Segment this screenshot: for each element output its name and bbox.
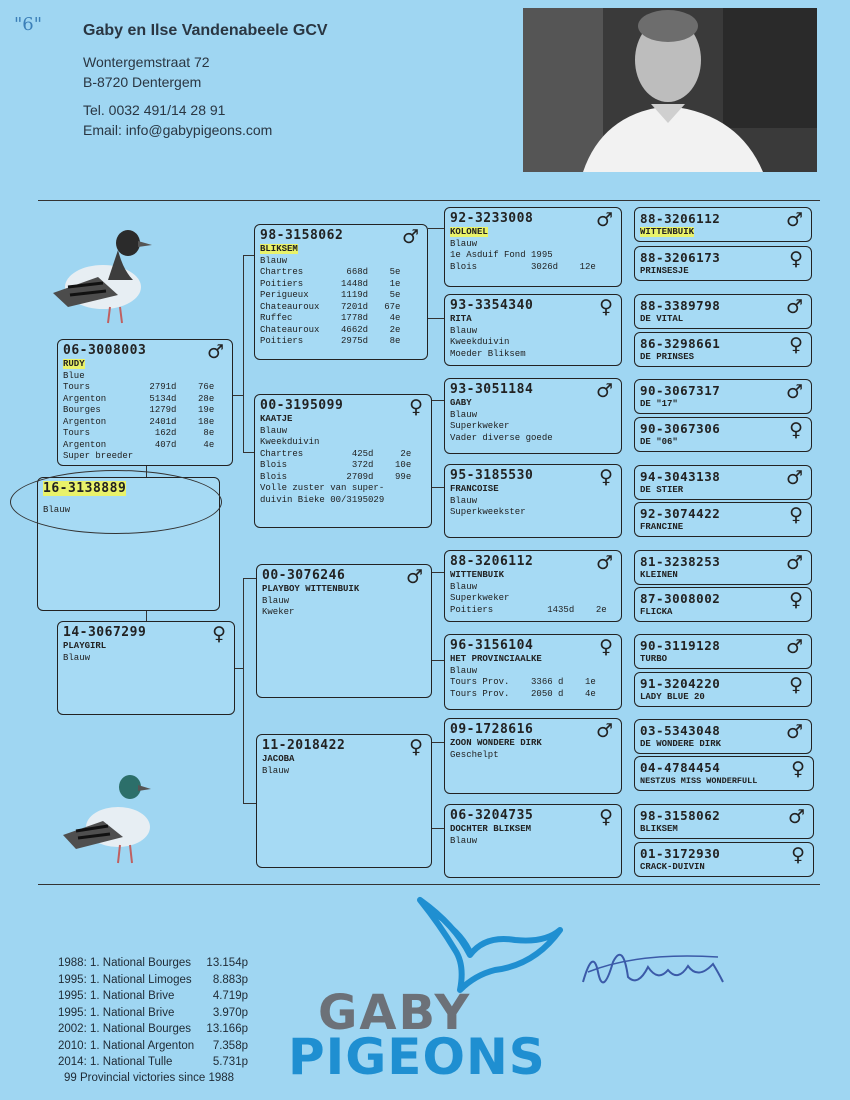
connector bbox=[432, 742, 444, 743]
ring-number: 95-3185530 bbox=[450, 468, 534, 483]
sire-line: Bourges 1279d 19e bbox=[63, 405, 215, 415]
achievement-value: 4.719p bbox=[212, 990, 248, 1002]
female-icon: ♀ bbox=[599, 296, 613, 318]
pigeon-illustration-top bbox=[48, 215, 158, 335]
ancestor-box bbox=[634, 672, 812, 707]
pigeon-name: DE WONDERE DIRK bbox=[640, 739, 722, 749]
detail-line: Blauw bbox=[260, 425, 288, 436]
dam-ring: 14-3067299 bbox=[63, 625, 147, 640]
ancestor-box bbox=[634, 550, 812, 585]
male-icon: ♂ bbox=[785, 296, 803, 318]
male-icon: ♂ bbox=[595, 209, 613, 231]
pigeon-name: KLEINEN bbox=[640, 570, 678, 580]
logo-pigeons-text: PIGEONS bbox=[288, 1028, 546, 1086]
detail-line: Blauw bbox=[450, 495, 478, 506]
connector bbox=[432, 660, 444, 661]
pigeon-name: FLICKA bbox=[640, 607, 673, 617]
ring-number: 98-3158062 bbox=[640, 808, 721, 823]
sire-line: Tours 2791d 76e bbox=[63, 382, 215, 392]
female-icon: ♀ bbox=[789, 248, 803, 270]
great-grandparent-box bbox=[444, 550, 622, 622]
ring-number: 93-3354340 bbox=[450, 298, 534, 313]
sire-line: Argenton 407d 4e bbox=[63, 439, 215, 450]
achievement-label: 2002: 1. National Bourges bbox=[58, 1023, 191, 1035]
pigeon-name: HET PROVINCIAALKE bbox=[450, 654, 542, 664]
detail-line: Blauw bbox=[260, 255, 288, 266]
detail-line: Poitiers 1448d 1e bbox=[260, 278, 401, 289]
female-icon: ♀ bbox=[789, 419, 803, 441]
sire-line: Blue bbox=[63, 370, 85, 381]
connector bbox=[432, 572, 444, 573]
grandparent-box bbox=[256, 734, 432, 868]
great-grandparent-box bbox=[444, 718, 622, 794]
ring-number: 91-3204220 bbox=[640, 676, 721, 691]
detail-line: Blauw bbox=[450, 409, 478, 420]
pigeon-name: WITTENBUIK bbox=[640, 227, 695, 237]
subject-color: Blauw bbox=[43, 505, 71, 515]
detail-line: Poitiers 2975d 8e bbox=[260, 336, 401, 346]
ring-number: 00-3076246 bbox=[262, 568, 346, 583]
detail-line: Kweker bbox=[262, 607, 295, 617]
detail-line: Chartres 668d 5e bbox=[260, 267, 401, 277]
ring-number: 01-3172930 bbox=[640, 846, 721, 861]
detail-line: Blauw bbox=[450, 835, 478, 846]
male-icon: ♂ bbox=[595, 380, 613, 402]
male-icon: ♂ bbox=[785, 636, 803, 658]
grandparent-box bbox=[256, 564, 432, 698]
achievement-row bbox=[58, 974, 248, 991]
ancestor-box bbox=[634, 207, 812, 242]
ancestor-box bbox=[634, 587, 812, 622]
great-grandparent-box bbox=[444, 294, 622, 366]
achievement-label: 1995: 1. National Brive bbox=[58, 1006, 175, 1019]
connector bbox=[243, 255, 244, 452]
pigeon-name: DOCHTER BLIKSEM bbox=[450, 824, 532, 834]
detail-line: Geschelpt bbox=[450, 749, 499, 760]
sire-line: Super breeder bbox=[63, 451, 134, 461]
sire-line: Argenton 5134d 28e bbox=[63, 393, 215, 404]
detail-line: Blauw bbox=[450, 325, 478, 336]
achievement-row bbox=[58, 957, 248, 974]
detail-line: Superkweker bbox=[450, 421, 510, 431]
ancestor-box bbox=[634, 417, 812, 452]
ring-number: 92-3074422 bbox=[640, 506, 721, 521]
ring-number: 90-3067317 bbox=[640, 383, 721, 398]
female-icon: ♀ bbox=[212, 623, 226, 645]
top-rule bbox=[38, 200, 820, 201]
achievement-label: 2010: 1. National Argenton bbox=[58, 1039, 195, 1052]
achievement-row bbox=[58, 1040, 248, 1057]
sire-name: RUDY bbox=[63, 359, 85, 369]
detail-line: Kweekduivin bbox=[260, 437, 320, 447]
female-icon: ♀ bbox=[789, 334, 803, 356]
ring-number: 06-3204735 bbox=[450, 808, 534, 823]
female-icon: ♀ bbox=[789, 674, 803, 696]
achievement-value: 5.731p bbox=[212, 1056, 248, 1068]
handwritten-mark: "6" bbox=[14, 14, 43, 35]
great-grandparent-box bbox=[444, 804, 622, 878]
sire-line: Argenton 2401d 18e bbox=[63, 416, 215, 427]
pigeon-name: CRACK-DUIVIN bbox=[640, 862, 705, 872]
female-icon: ♀ bbox=[789, 589, 803, 611]
pigeon-name: PRINSESJE bbox=[640, 266, 689, 276]
achievement-label: 1988: 1. National Bourges bbox=[58, 957, 191, 969]
grandparent-box bbox=[254, 394, 432, 528]
ancestor-box bbox=[634, 719, 812, 754]
ancestor-box bbox=[634, 332, 812, 367]
achievement-label: 2014: 1. National Tulle bbox=[58, 1056, 173, 1068]
detail-line: Chateauroux 4662d 2e bbox=[260, 324, 401, 335]
ancestor-box bbox=[634, 465, 812, 500]
male-icon: ♂ bbox=[785, 209, 803, 231]
male-icon: ♂ bbox=[206, 341, 224, 363]
male-icon: ♂ bbox=[787, 806, 805, 828]
ring-number: 11-2018422 bbox=[262, 738, 346, 753]
ring-number: 90-3119128 bbox=[640, 638, 721, 653]
achievements-list bbox=[58, 957, 248, 1073]
dam-line: Blauw bbox=[63, 652, 91, 663]
detail-line: Blauw bbox=[450, 238, 478, 249]
connector bbox=[243, 578, 257, 579]
achievement-value: 13.166p bbox=[206, 1023, 248, 1035]
sire-line: Tours 162d 8e bbox=[63, 428, 215, 438]
ancestor-box bbox=[634, 379, 812, 414]
ancestor-box bbox=[634, 842, 814, 877]
connector bbox=[243, 578, 244, 803]
pigeon-name: RITA bbox=[450, 314, 472, 324]
great-grandparent-box bbox=[444, 464, 622, 538]
subject-ring: 16-3138889 bbox=[43, 481, 127, 496]
ring-number: 92-3233008 bbox=[450, 211, 534, 226]
pigeon-name: DE "17" bbox=[640, 399, 678, 409]
pigeon-name: NESTZUS MISS WONDERFULL bbox=[640, 776, 758, 786]
ring-number: 88-3206112 bbox=[450, 554, 534, 569]
detail-line: duivin Bieke 00/3195029 bbox=[260, 494, 385, 505]
pigeon-name: KAATJE bbox=[260, 414, 293, 424]
connector bbox=[428, 228, 444, 229]
ring-number: 94-3043138 bbox=[640, 469, 721, 484]
ancestor-box bbox=[634, 246, 812, 281]
achievement-row bbox=[58, 1023, 248, 1040]
achievement-value: 13.154p bbox=[206, 957, 248, 969]
male-icon: ♂ bbox=[785, 467, 803, 489]
achievement-value: 8.883p bbox=[212, 973, 248, 986]
achievement-row bbox=[58, 1007, 248, 1024]
ring-number: 88-3206112 bbox=[640, 211, 721, 226]
detail-line: Perigueux 1119d 5e bbox=[260, 290, 401, 300]
detail-line: Tours Prov. 3366 d 1e bbox=[450, 677, 596, 687]
bottom-rule bbox=[38, 884, 820, 885]
pigeon-name: BLIKSEM bbox=[640, 824, 678, 834]
pigeon-illustration-bottom bbox=[58, 765, 158, 875]
detail-line: Superkweker bbox=[450, 593, 510, 603]
female-icon: ♀ bbox=[599, 466, 613, 488]
detail-line: Ruffec 1778d 4e bbox=[260, 313, 401, 323]
phone: Tel. 0032 491/14 28 91 bbox=[83, 102, 226, 118]
connector bbox=[428, 318, 444, 319]
connector bbox=[235, 668, 243, 669]
ring-number: 87-3008002 bbox=[640, 591, 721, 606]
achievement-row bbox=[58, 990, 248, 1007]
female-icon: ♀ bbox=[789, 504, 803, 526]
ring-number: 81-3238253 bbox=[640, 554, 721, 569]
logo-gaby-text: GABY bbox=[318, 985, 472, 1041]
detail-line: Moeder Bliksem bbox=[450, 348, 526, 359]
female-icon: ♀ bbox=[599, 806, 613, 828]
pigeon-name: JACOBA bbox=[262, 754, 295, 764]
male-icon: ♂ bbox=[785, 552, 803, 574]
male-icon: ♂ bbox=[401, 226, 419, 248]
ancestor-box bbox=[634, 294, 812, 329]
breeder-photo bbox=[523, 8, 817, 172]
connector bbox=[432, 828, 444, 829]
pigeon-name: FRANCINE bbox=[640, 522, 684, 532]
great-grandparent-box bbox=[444, 378, 622, 454]
ring-number: 88-3206173 bbox=[640, 250, 721, 265]
ring-number: 04-4784454 bbox=[640, 760, 721, 775]
pigeon-name: DE "06" bbox=[640, 437, 678, 447]
female-icon: ♀ bbox=[409, 396, 423, 418]
pigeon-name: ZOON WONDERE DIRK bbox=[450, 738, 542, 748]
pigeon-name: DE PRINSES bbox=[640, 352, 695, 362]
pigeon-name: DE STIER bbox=[640, 485, 684, 495]
sire-box bbox=[57, 339, 233, 466]
pigeon-name: KOLONEL bbox=[450, 227, 488, 237]
great-grandparent-box bbox=[444, 634, 622, 710]
male-icon: ♂ bbox=[595, 720, 613, 742]
male-icon: ♂ bbox=[785, 721, 803, 743]
male-icon: ♂ bbox=[405, 566, 423, 588]
detail-line: Blois 2709d 99e bbox=[260, 471, 412, 482]
ring-number: 98-3158062 bbox=[260, 228, 344, 243]
detail-line: Blauw bbox=[450, 581, 478, 592]
pigeon-name: LADY BLUE 20 bbox=[640, 692, 705, 702]
dam-box bbox=[57, 621, 235, 715]
detail-line: Blois 372d 10e bbox=[260, 460, 412, 470]
sire-ring: 06-3008003 bbox=[63, 343, 147, 358]
pigeon-name: GABY bbox=[450, 398, 472, 408]
ring-number: 93-3051184 bbox=[450, 382, 534, 397]
detail-line: Blauw bbox=[262, 765, 290, 776]
achievement-value: 3.970p bbox=[212, 1006, 248, 1019]
email: Email: info@gabypigeons.com bbox=[83, 122, 273, 138]
detail-line: Superkweekster bbox=[450, 507, 526, 517]
victories-note: 99 Provincial victories since 1988 bbox=[64, 1072, 235, 1084]
connector bbox=[432, 487, 444, 488]
ancestor-box bbox=[634, 502, 812, 537]
pigeon-name: WITTENBUIK bbox=[450, 570, 505, 580]
pigeon-name: PLAYBOY WITTENBUIK bbox=[262, 584, 360, 594]
detail-line: Chateauroux 7201d 67e bbox=[260, 301, 401, 312]
dam-name: PLAYGIRL bbox=[63, 641, 107, 651]
pigeon-name: TURBO bbox=[640, 654, 668, 664]
achievement-label: 1995: 1. National Brive bbox=[58, 990, 175, 1002]
address-street: Wontergemstraat 72 bbox=[83, 54, 210, 70]
male-icon: ♂ bbox=[785, 381, 803, 403]
connector bbox=[432, 400, 444, 401]
pigeon-name: FRANCOISE bbox=[450, 484, 499, 494]
achievement-row bbox=[58, 1056, 248, 1073]
male-icon: ♂ bbox=[595, 552, 613, 574]
achievement-value: 7.358p bbox=[212, 1039, 248, 1052]
detail-line: Blauw bbox=[262, 595, 290, 606]
achievement-label: 1995: 1. National Limoges bbox=[58, 973, 192, 986]
detail-line: Chartres 425d 2e bbox=[260, 448, 412, 459]
detail-line: Volle zuster van super- bbox=[260, 483, 385, 493]
detail-line: Poitiers 1435d 2e bbox=[450, 604, 607, 615]
hand-drawn-circle bbox=[10, 470, 222, 534]
female-icon: ♀ bbox=[791, 844, 805, 866]
ring-number: 86-3298661 bbox=[640, 336, 721, 351]
connector bbox=[243, 803, 257, 804]
female-icon: ♀ bbox=[599, 636, 613, 658]
ring-number: 03-5343048 bbox=[640, 723, 721, 738]
detail-line: Tours Prov. 2050 d 4e bbox=[450, 688, 596, 699]
great-grandparent-box bbox=[444, 207, 622, 287]
ancestor-box bbox=[634, 756, 814, 791]
female-icon: ♀ bbox=[409, 736, 423, 758]
breeder-name: Gaby en Ilse Vandenabeele GCV bbox=[83, 22, 328, 39]
pigeon-name: DE VITAL bbox=[640, 314, 684, 324]
detail-line: 1e Asduif Fond 1995 bbox=[450, 250, 553, 260]
ring-number: 09-1728616 bbox=[450, 722, 534, 737]
ancestor-box bbox=[634, 804, 814, 839]
ring-number: 00-3195099 bbox=[260, 398, 344, 413]
female-icon: ♀ bbox=[791, 758, 805, 780]
detail-line: Vader diverse goede bbox=[450, 432, 553, 443]
ring-number: 96-3156104 bbox=[450, 638, 534, 653]
ring-number: 90-3067306 bbox=[640, 421, 721, 436]
pigeon-name: BLIKSEM bbox=[260, 244, 298, 254]
detail-line: Blauw bbox=[450, 665, 478, 676]
connector bbox=[233, 395, 243, 396]
ring-number: 88-3389798 bbox=[640, 298, 721, 313]
ancestor-box bbox=[634, 634, 812, 669]
detail-line: Kweekduivin bbox=[450, 337, 510, 347]
signature bbox=[578, 942, 728, 1007]
grandparent-box bbox=[254, 224, 428, 360]
detail-line: Blois 3026d 12e bbox=[450, 261, 596, 272]
address-city: B-8720 Dentergem bbox=[83, 74, 202, 90]
